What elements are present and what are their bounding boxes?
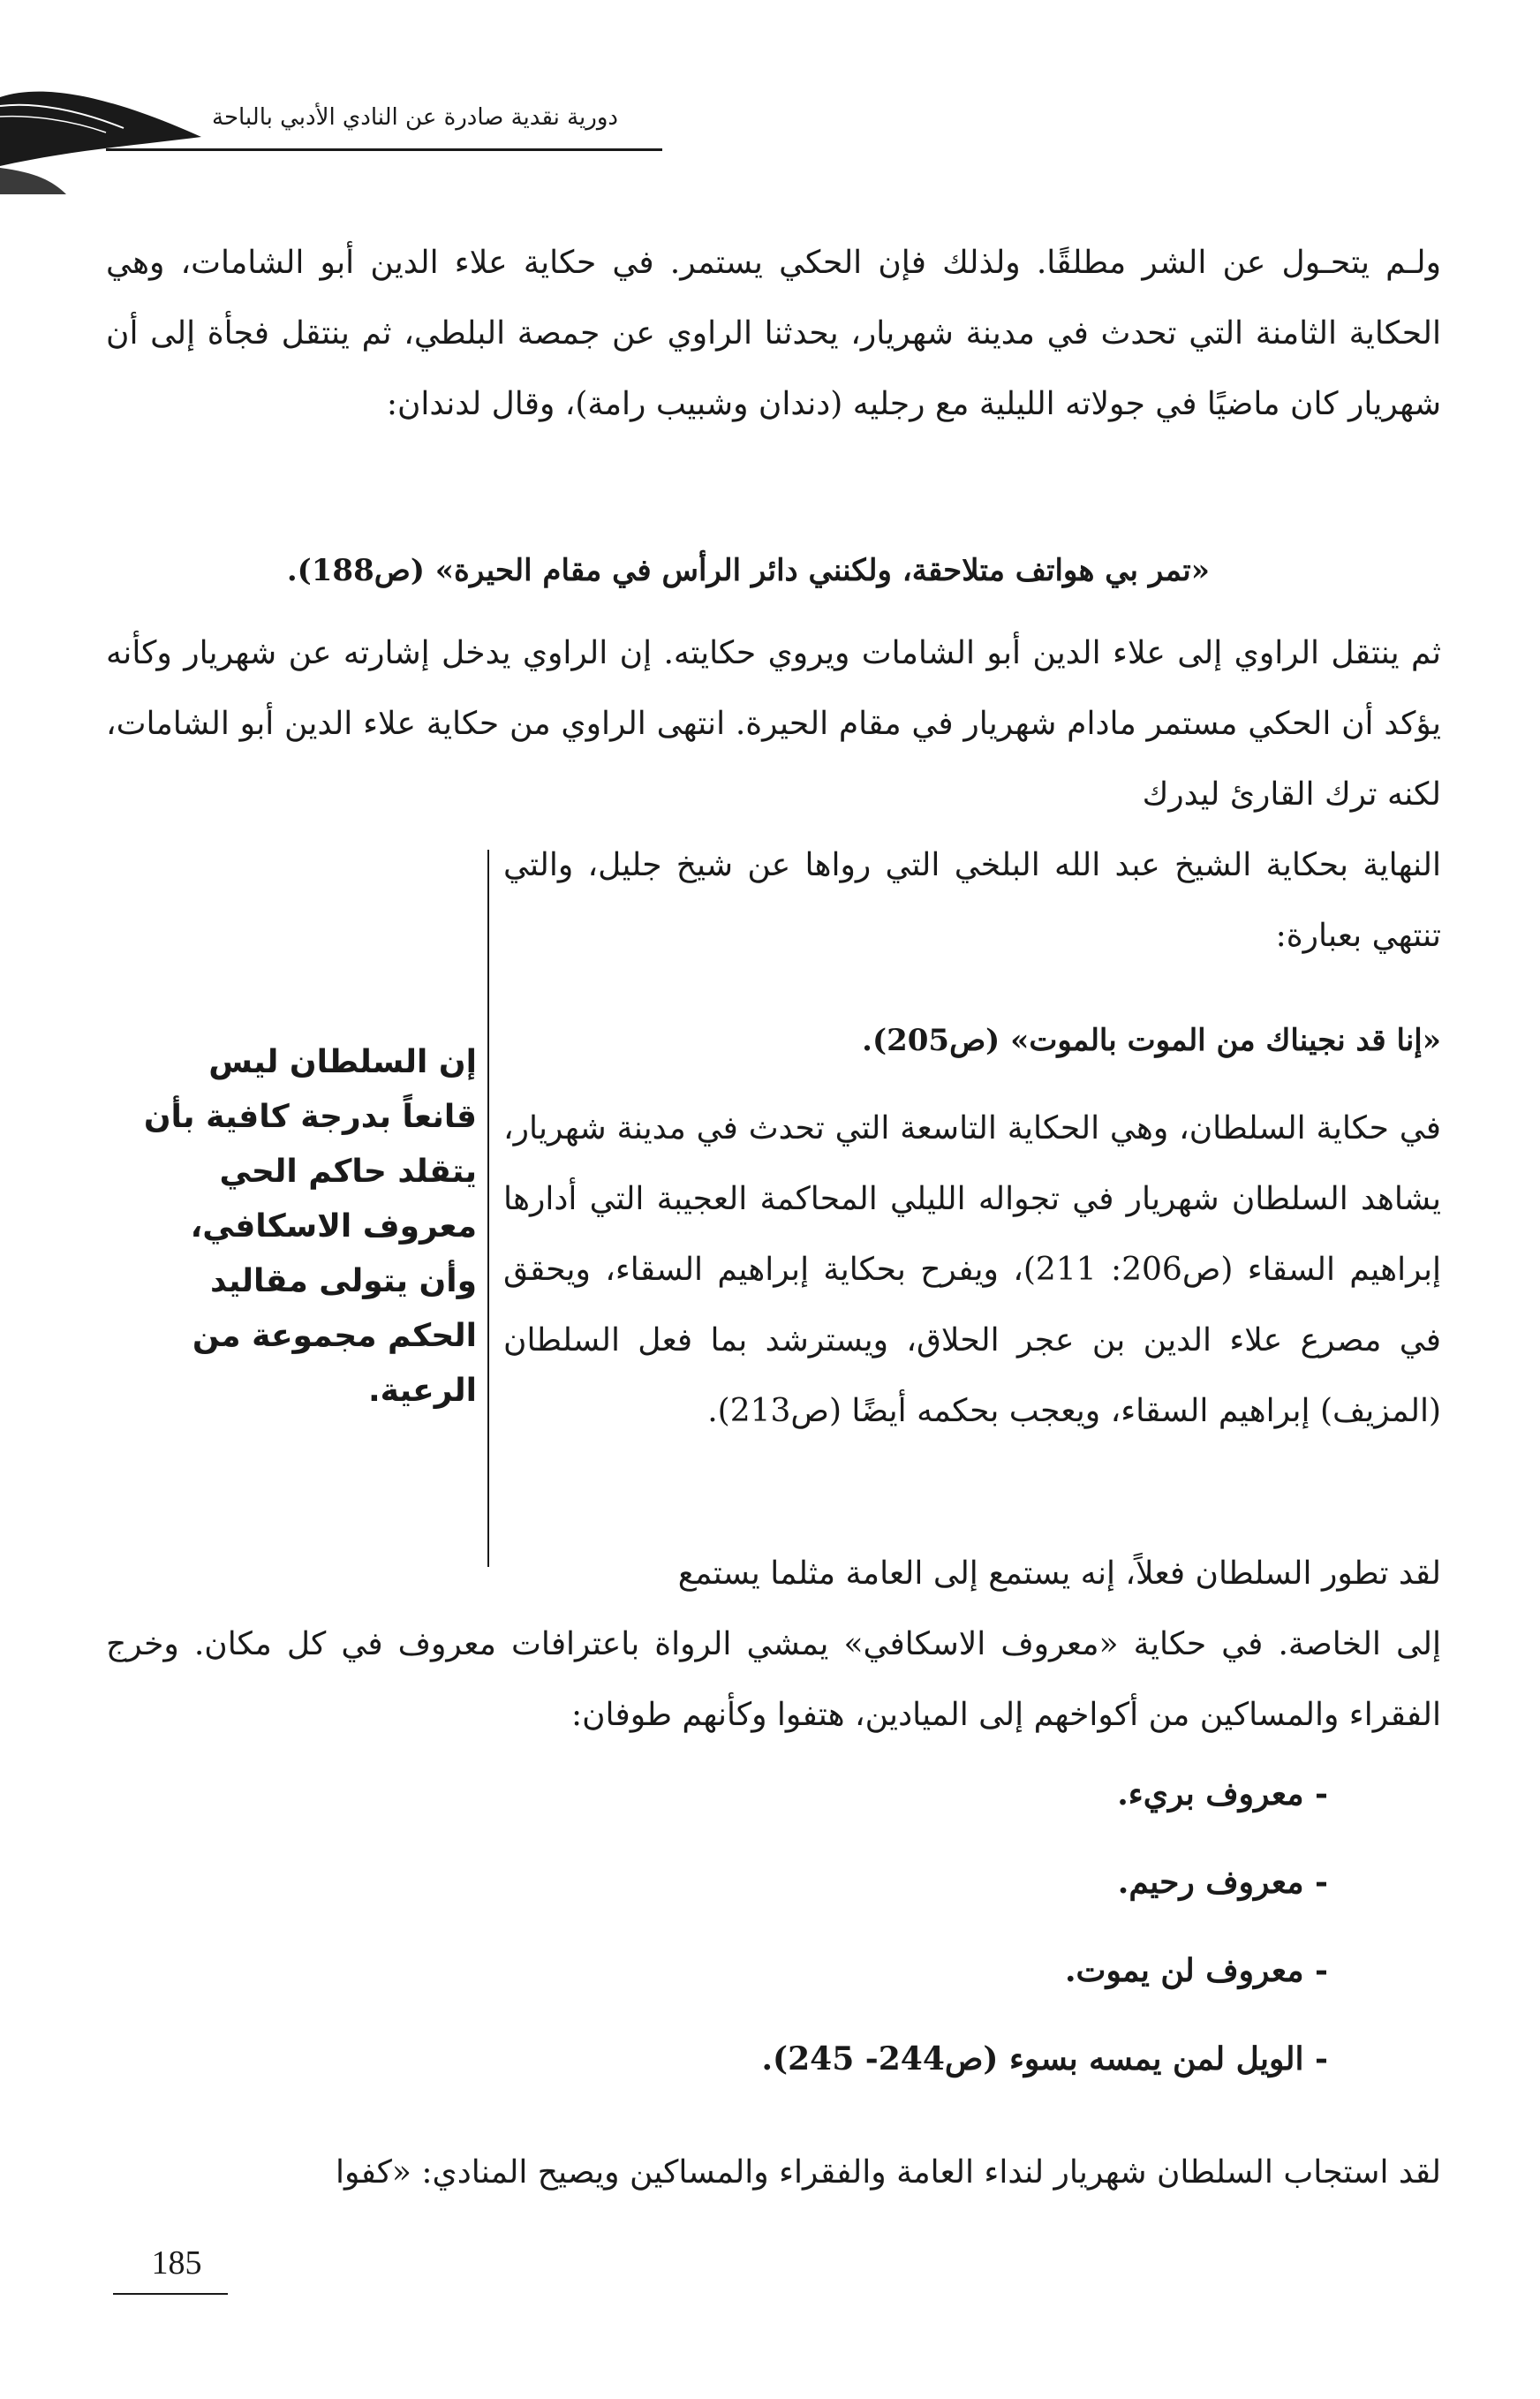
paragraph-3: النهاية بحكاية الشيخ عبد الله البلخي التي رواها عن شيخ جليل، والتي تنتهي بعبارة: [503,847,1441,954]
pull-quote-divider [487,850,489,1567]
paragraph-2: ثم ينتقل الراوي إلى علاء الدين أبو الشامات ويروي حكايته. إن الراوي يدخل إشارته عن شهريار وكأنه يؤكد أن الحكي مستمر مادام شهريار في مقام الحيرة. انتهى الراوي من حكاية علاء الدين أبو الشامات، لكنه ترك القارئ ليدرك [106,635,1441,813]
pull-quote: إن السلطان ليس قانعاً بدرجة كافية بأن يتقلد حاكم الحي معروف الاسكافي، وأن يتولى مقاليد الحكم مجموعة من الرعية. [143,1044,477,1409]
header-pen-ornament [0,62,203,194]
paragraph-1: ولـم يتحـول عن الشر مطلقًا. ولذلك فإن الحكي يستمر. في حكاية علاء الدين أبو الشامات، وهي الحكاية الثامنة التي تحدث في مدينة شهريار، يحدثنا الراوي عن جمصة البلطي، ثم ينتقل فجأة إلى أن شهريار كان ماضيًا في جولاته الليلية مع رجليه (دندان وشبيب رامة)، وقال لدندان: [106,245,1441,422]
quote-1: «تمر بي هواتف متلاحقة، ولكنني دائر الرأس في مقام الحيرة» (ص188). [286,553,1210,588]
paragraph-7: لقد استجاب السلطان شهريار لنداء العامة والفقراء والمساكين ويصيح المنادي: «كفوا [335,2154,1441,2191]
bullet-item-1: - معروف بريء. [1117,1775,1328,1812]
bullet-item-3: - معروف لن يموت. [1065,1952,1328,1989]
bullet-item-4: - الويل لمن يمسه بسوء (ص244- 245). [761,2040,1328,2077]
quote-2: «إنا قد نجيناك من الموت بالموت» (ص205). [862,1023,1441,1058]
paragraph-5: لقد تطور السلطان فعلاً، إنه يستمع إلى العامة مثلما يستمع [677,1555,1441,1592]
page-number-rule [113,2293,228,2295]
bullet-item-2: - معروف رحيم. [1117,1864,1328,1901]
journal-header-title: دورية نقدية صادرة عن النادي الأدبي بالباحة [212,104,618,131]
paragraph-6: إلى الخاصة. في حكاية «معروف الاسكافي» يمشي الرواة باعترافات معروف في كل مكان. وخرج الفقراء والمساكين من أكواخهم إلى الميادين، هتفوا وكأنهم طوفان: [106,1626,1441,1733]
page-number: 185 [151,2244,202,2282]
header-rule [106,148,662,151]
paragraph-4: في حكاية السلطان، وهي الحكاية التاسعة التي تحدث في مدينة شهريار، يشاهد السلطان شهريار في تجواله الليلي المحاكمة العجيبة التي أدارها إبراهيم السقاء (ص206: 211)، ويفرح بحكاية إبراهيم السقاء، ويحقق في مصرع علاء الدين بن عجر الحلاق، ويسترشد بما فعل السلطان (المزيف) إبراهيم السقاء، ويعجب بحكمه أيضًا (ص213). [503,1110,1441,1429]
